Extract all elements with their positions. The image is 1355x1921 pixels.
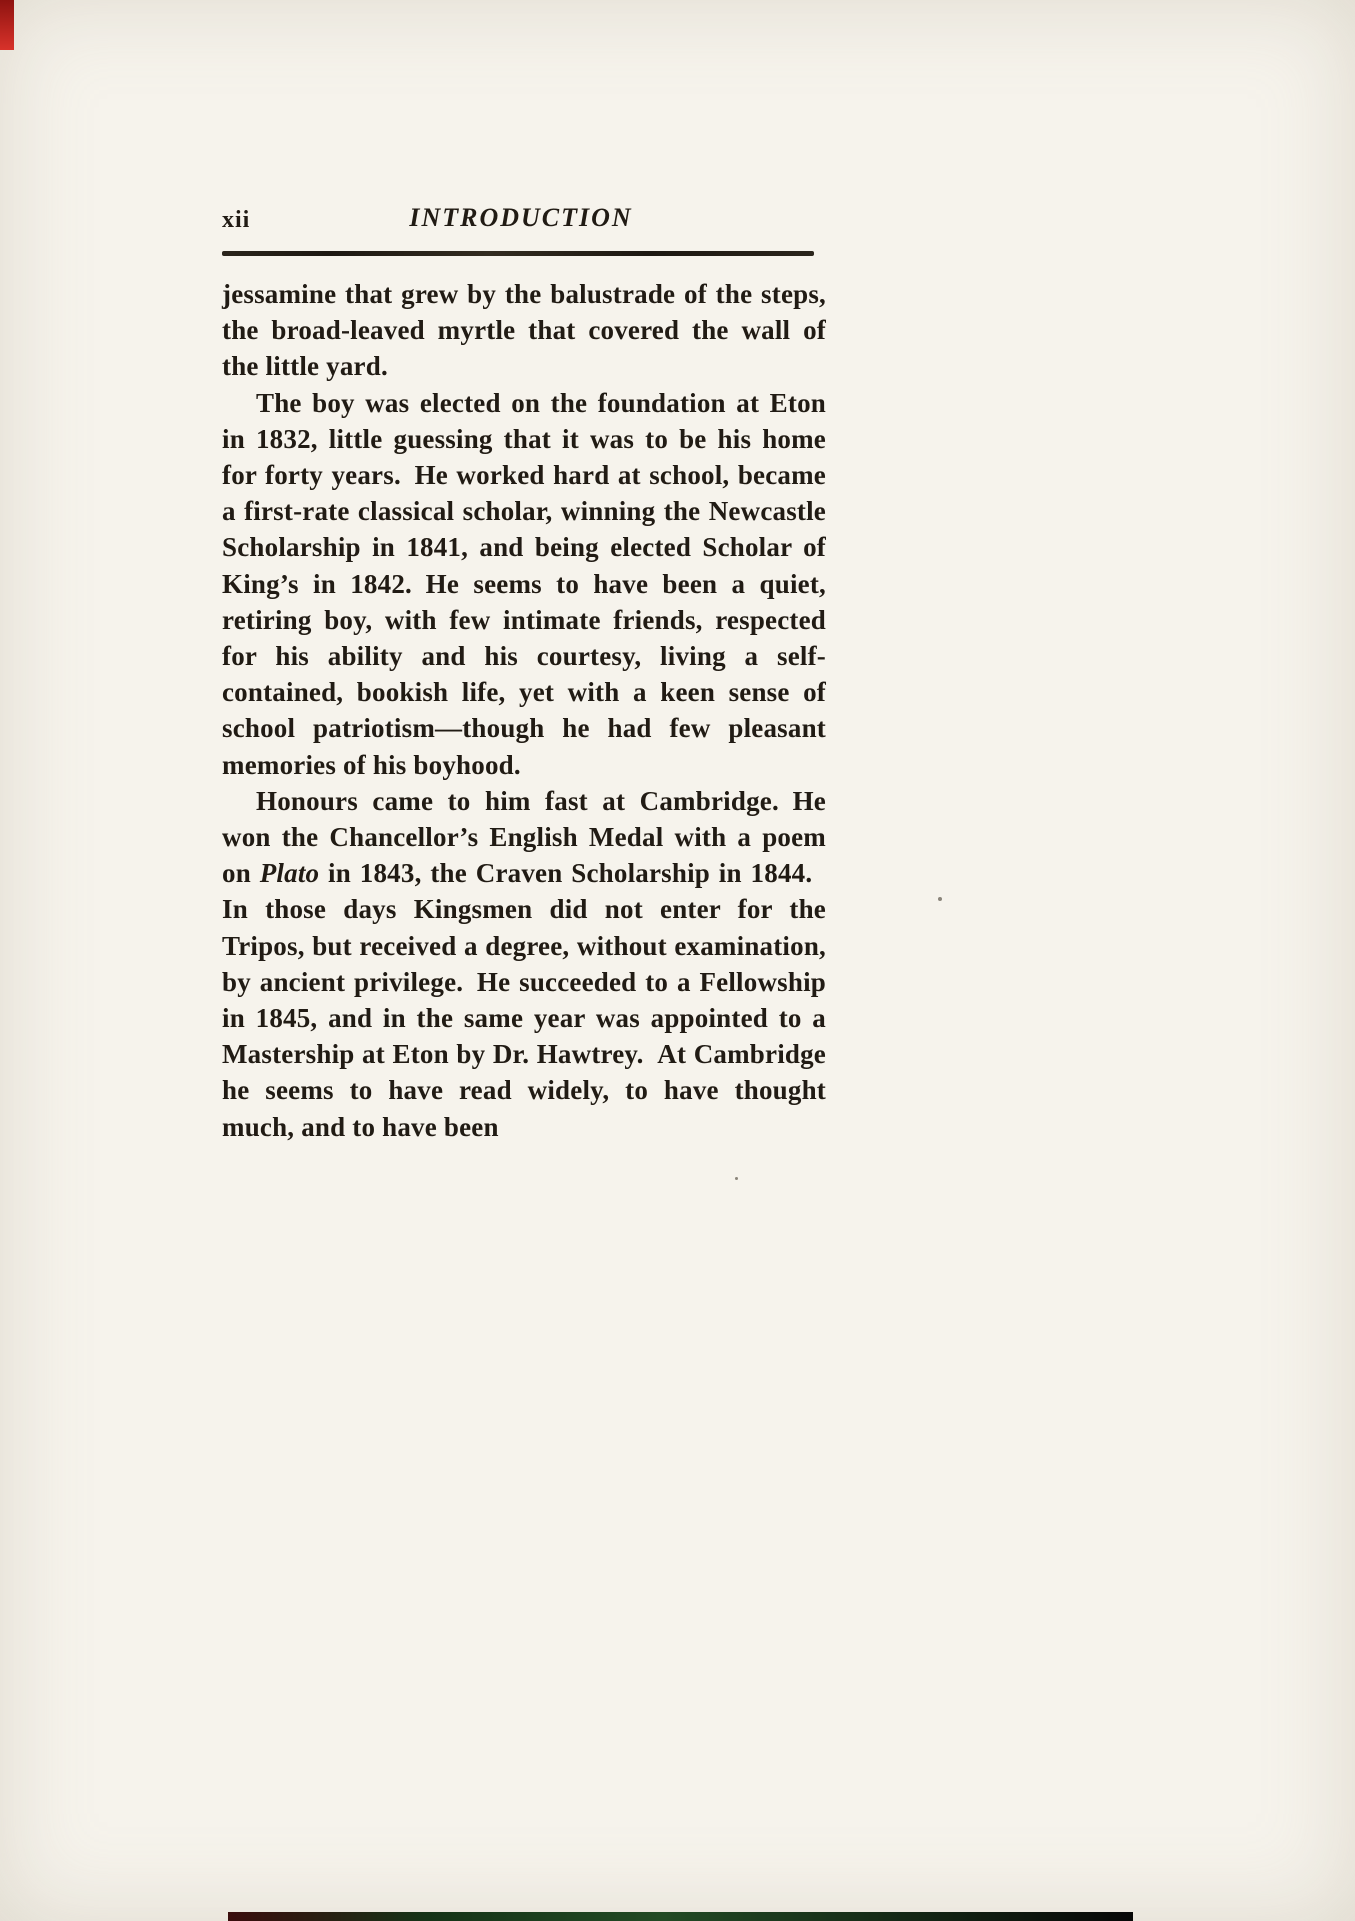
paragraph <box>222 783 826 1145</box>
running-head-title: INTRODUCTION <box>409 203 633 232</box>
italic-text-segment: Plato <box>259 858 320 889</box>
page-header <box>222 203 820 239</box>
text-block <box>222 276 826 1145</box>
scan-speck <box>735 1177 738 1180</box>
page-number: xii <box>222 207 251 233</box>
scan-speck <box>938 897 942 901</box>
header-rule <box>222 251 814 256</box>
paragraph <box>222 385 826 783</box>
text-segment: jessamine that grew by the balustrade of the steps, the broad-leaved myrtle that covered the wall of the little yard. <box>222 279 826 382</box>
text-segment: Honours came to him fast at Cambridge. He won the Chancellor’s English Medal with a poem on <box>222 785 826 889</box>
scan-artifact-corner-strip <box>0 0 14 50</box>
paragraph <box>222 276 826 385</box>
text-segment: in 1843, the Craven Scholarship in 1844. In those days Kingsmen did not enter for the Tripos, but received a degree, without examination, by ancient privilege. He succeeded to a Fellowship in 1845, and in the same year was appointed to a Mastership at Eton by Dr. Hawtrey. At Cambridge he seems to have read widely, to have thought much, and to have been <box>222 858 826 1142</box>
scan-artifact-bottom-strip <box>228 1912 1133 1921</box>
text-segment: The boy was elected on the foundation at Eton in 1832, little guessing that it was to be his home for forty years. He worked hard at school, became a first-rate classical scholar, winning the Newcastle Scholarship in 1841, and being elected Scholar of King’s in 1842. He seems to have been a quiet, retiring boy, with few intimate friends, respected for his ability and his courtesy, living a self-contained, bookish life, yet with a keen sense of school patriotism—though he had few pleasant memories of his boyhood. <box>222 387 826 780</box>
